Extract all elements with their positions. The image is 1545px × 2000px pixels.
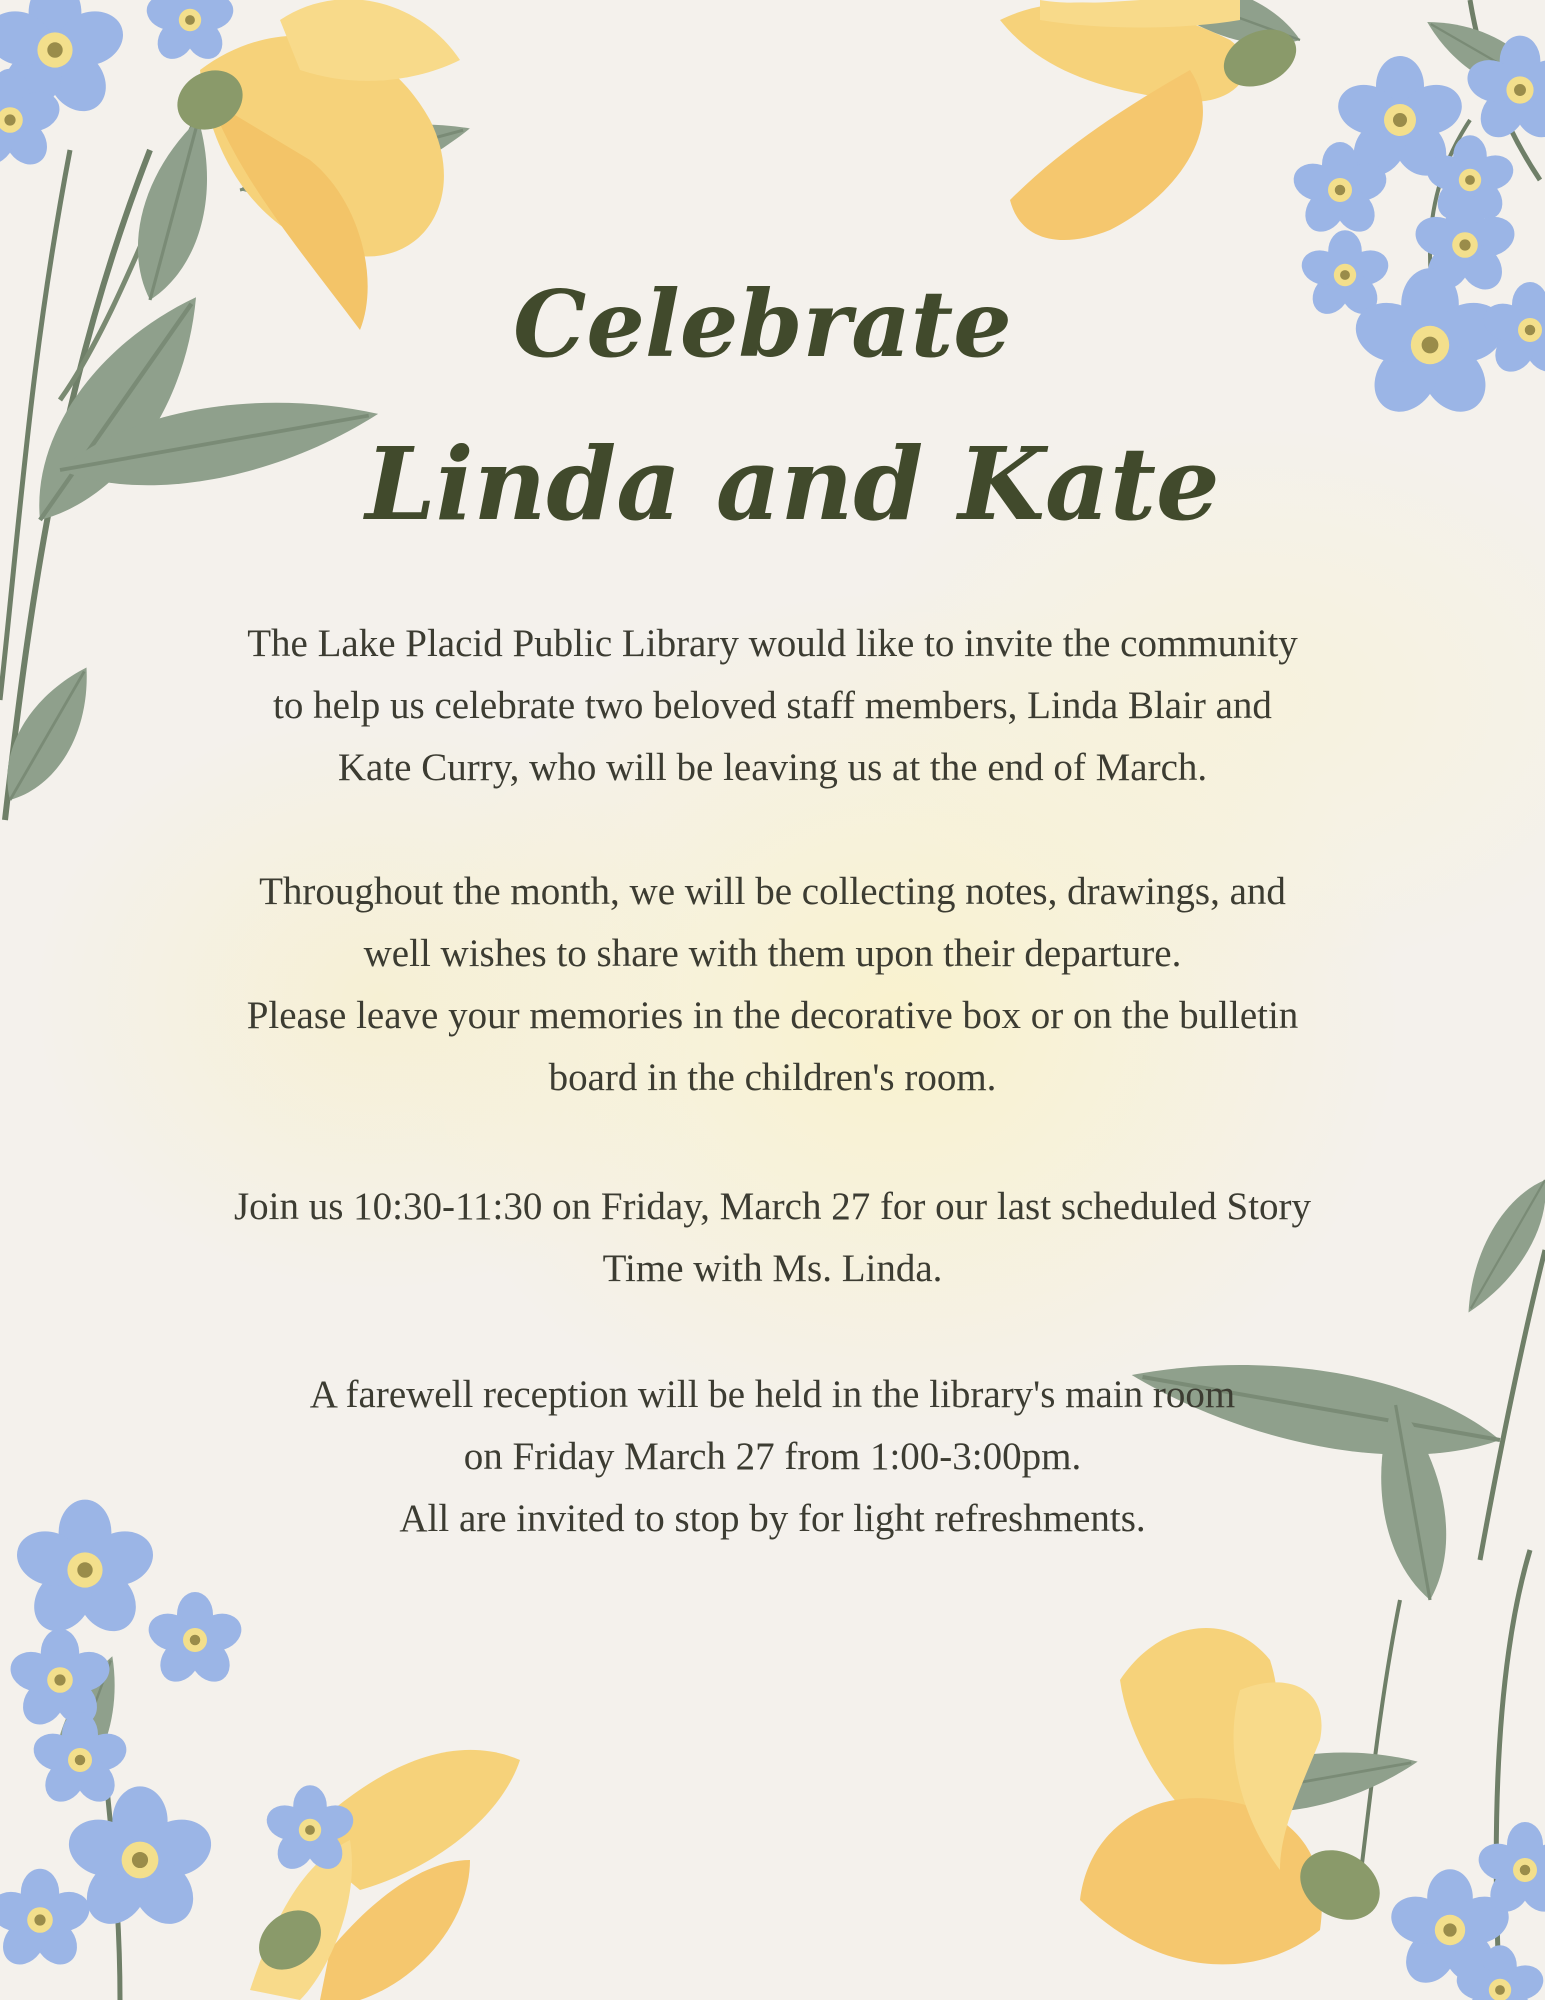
reception-paragraph [150, 1364, 1395, 1550]
paragraph-line: on Friday March 27 from 1:00-3:00pm. [463, 1435, 1082, 1478]
paragraph-line: Throughout the month, we will be collecting notes, drawings, and [259, 870, 1286, 913]
collection-paragraph [150, 861, 1395, 1109]
paragraph-line: The Lake Placid Public Library would like to invite the community [247, 622, 1298, 665]
title-celebrate: Celebrate [513, 270, 1012, 378]
story-time-paragraph [150, 1176, 1395, 1300]
paragraph-line: A farewell reception will be held in the library's main room [309, 1373, 1236, 1416]
paragraph-line: Kate Curry, who will be leaving us at the end of March. [337, 746, 1208, 789]
paragraph-line: well wishes to share with them upon their departure. [363, 932, 1182, 975]
invitation-paragraph [150, 613, 1395, 799]
title-names: Linda and Kate [365, 425, 1220, 543]
paragraph-line: Please leave your memories in the decorative box or on the bulletin [246, 994, 1299, 1037]
paragraph-line: Join us 10:30-11:30 on Friday, March 27 for our last scheduled Story [233, 1185, 1312, 1228]
paragraph-line: Time with Ms. Linda. [602, 1247, 943, 1290]
paragraph-line: All are invited to stop by for light refreshments. [399, 1497, 1146, 1540]
bottom-left-flowers [0, 1500, 520, 2000]
paragraph-line: board in the children's room. [548, 1056, 997, 1099]
paragraph-line: to help us celebrate two beloved staff members, Linda Blair and [273, 684, 1272, 727]
